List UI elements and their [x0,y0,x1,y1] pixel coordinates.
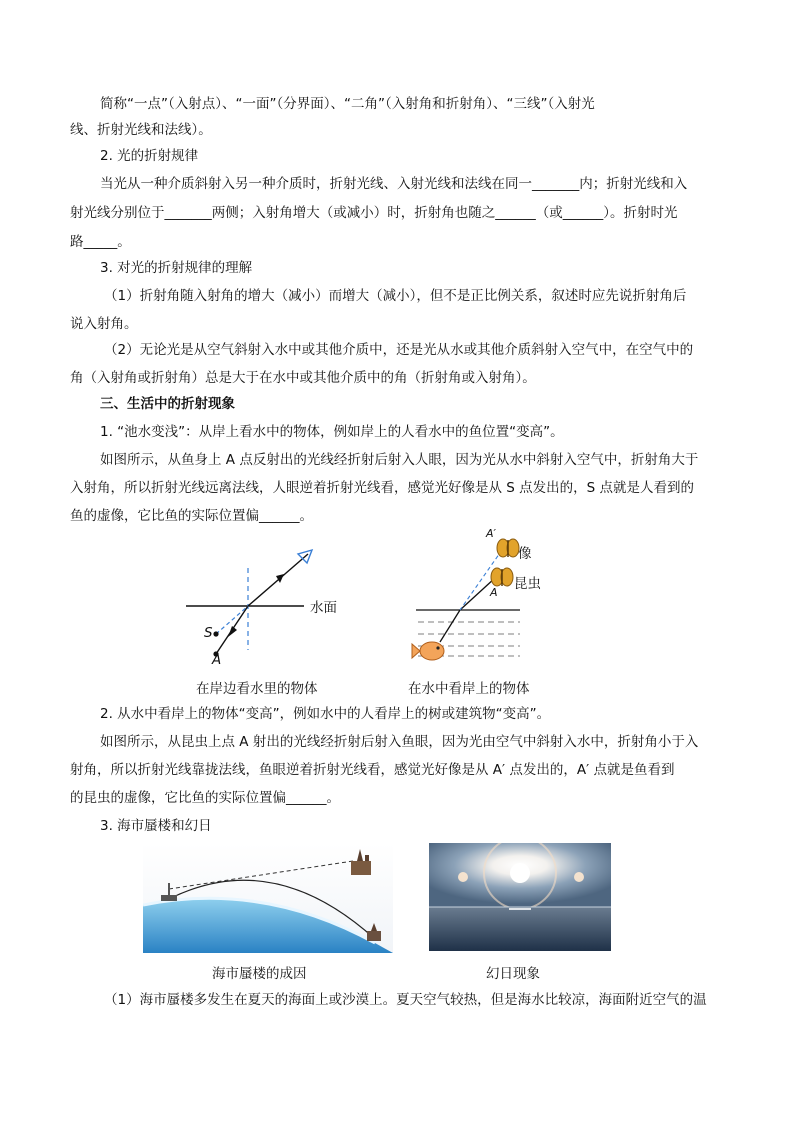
paragraph-line: （1）折射角随入射角的增大（减小）而增大（减小），但不是正比例关系，叙述时应先说折射角后 [104,288,687,304]
s-label: S [204,625,213,641]
paragraph-line: 简称“一点”（入射点）、“一面”（分界面）、“二角”（入射角和折射角）、“三线”（入射光 [100,96,595,112]
figure-caption: 海市蜃楼的成因 [212,966,307,982]
butterfly-insect-icon [491,568,513,586]
paragraph-line: 1. “池水变浅”：从岸上看水中的物体，例如岸上的人看水中的鱼位置“变高”。 [100,424,564,440]
fish-icon [412,642,444,660]
ice-field [429,907,611,951]
point-s [213,631,218,636]
parhelion-figure [429,843,611,951]
paragraph-line: 的昆虫的虚像，它比鱼的实际位置偏______。 [70,790,340,806]
paragraph-line: 入射角，所以折射光线远离法线，人眼逆着折射光线看，感觉光好像是从 S 点发出的，S 点就是人看到的 [70,480,695,496]
paragraph-line: 射角，所以折射光线靠拢法线，鱼眼逆着折射光线看，感觉光好像是从 A′ 点发出的，A′ 点就是鱼看到 [70,762,675,778]
sun-dog-icon [574,872,584,882]
butterfly-image-icon [497,539,519,557]
paragraph-line: 角（入射角或折射角）总是大于在水中或其他介质中的角（折射角或入射角）。 [70,370,536,386]
ray-arrow-icon [228,626,237,637]
figure-caption: 在岸边看水里的物体 [196,681,318,697]
insect-label: 昆虫 [514,576,541,592]
section-heading: 3. 对光的折射规律的理解 [100,260,253,276]
paragraph-line: 线、折射光线和法线）。 [70,122,212,138]
paragraph-line: 如图所示，从昆虫上点 A 射出的光线经折射后射入鱼眼，因为光由空气中斜射入水中，折射角小于入 [100,734,699,750]
sun-dog-icon [458,872,468,882]
figure-caption: 在水中看岸上的物体 [408,681,530,697]
sun-icon [510,863,530,883]
a-prime-label: A′ [486,527,497,540]
paragraph-line: （2）无论光是从空气斜射入水中或其他介质中，还是光从水或其他介质斜射入空气中，在空气中的 [104,342,694,358]
figure-caption: 幻日现象 [486,966,540,982]
paragraph-line: 2. 从水中看岸上的物体“变高”，例如水中的人看岸上的树或建筑物“变高”。 [100,706,551,722]
a-label: A [490,586,498,599]
refracted-ray [440,610,460,642]
paragraph-line: （1）海市蜃楼多发生在夏天的海面上或沙漠上。夏天空气较热，但是海水比较凉，海面附近空气的温 [104,992,707,1008]
refracted-ray [248,554,308,606]
section-heading: 三、生活中的折射现象 [100,396,235,412]
paragraph-line: 如图所示，从鱼身上 A 点反射出的光线经折射后射入人眼，因为光从水中斜射入空气中，折射角大于 [100,452,699,468]
water-surface-label: 水面 [310,600,337,616]
section-heading: 3. 海市蜃楼和幻日 [100,818,212,834]
paragraph-line: 鱼的虚像，它比鱼的实际位置偏______。 [70,508,313,524]
a-label: A [212,652,222,668]
figure-underwater-view [410,530,530,670]
paragraph-line: 当光从一种介质斜射入另一种介质时，折射光线、入射光线和法线在同一_______内；折射光线和入 [100,176,688,192]
ray-arrow-icon [276,574,284,583]
section-heading: 2. 光的折射规律 [100,148,199,164]
paragraph-line: 射光线分别位于_______两侧；入射角增大（或减小）时，折射角也随之______（或______）。折射时光 [70,205,678,221]
paragraph-line: 说入射角。 [70,316,138,332]
paragraph-line: 路_____。 [70,234,131,250]
image-label: 像 [518,546,532,562]
mirage-figure [143,843,393,953]
